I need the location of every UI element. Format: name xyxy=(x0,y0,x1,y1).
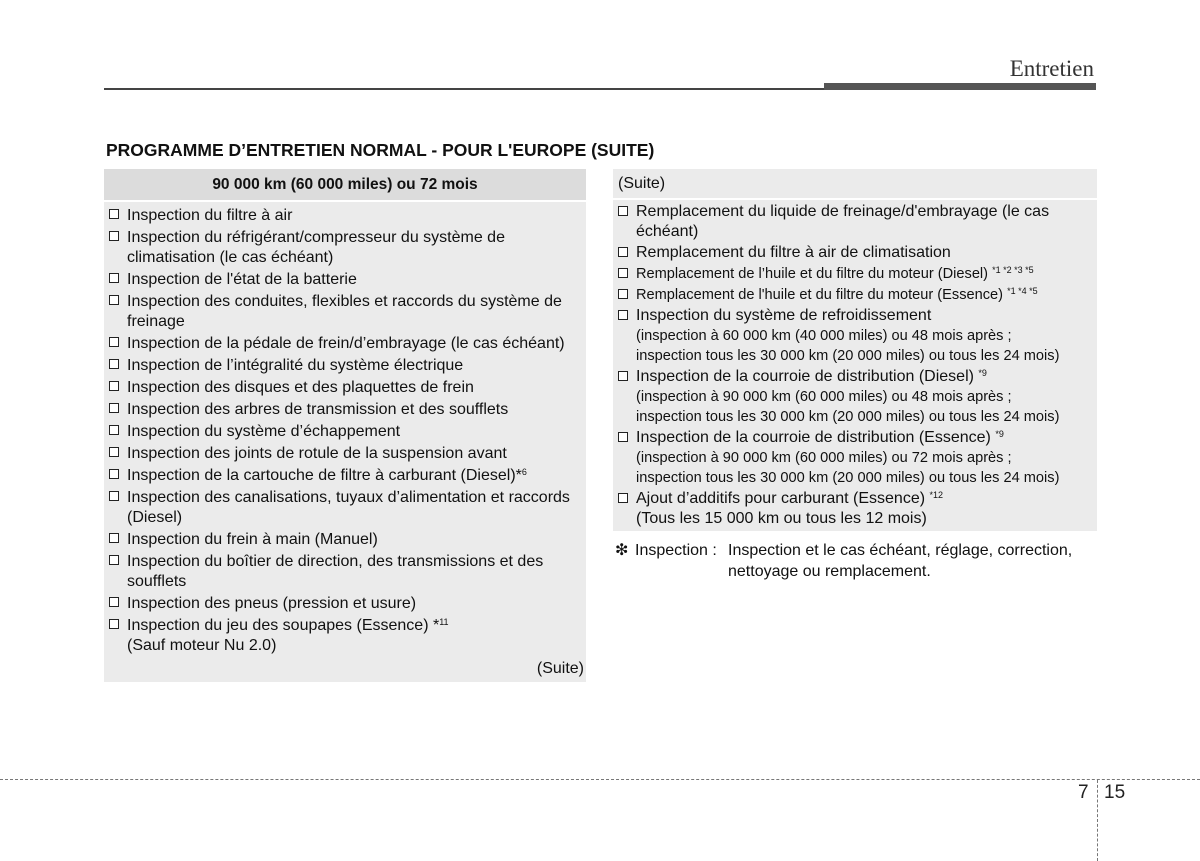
checkbox-icon xyxy=(109,403,119,413)
checkbox-icon xyxy=(109,231,119,241)
checkbox-icon xyxy=(109,273,119,283)
list-item: Inspection des canalisations, tuyaux d’alimentation et raccords (Diesel) xyxy=(109,487,580,529)
list-item: Inspection de la pédale de frein/d’embrayage (le cas échéant) xyxy=(109,333,580,355)
continued-label: (Suite) xyxy=(536,660,584,677)
checkbox-icon xyxy=(109,533,119,543)
item-note: (inspection à 90 000 km (60 000 miles) ou 72 mois après ; xyxy=(636,450,1012,466)
interval-heading: 90 000 km (60 000 miles) ou 72 mois xyxy=(104,169,586,202)
list-item: Inspection des arbres de transmission et des soufflets xyxy=(109,399,580,421)
right-checklist xyxy=(613,200,1097,530)
footnote-ref: *12 xyxy=(929,490,943,500)
checkbox-icon xyxy=(109,447,119,457)
list-item: Inspection de l'état de la batterie xyxy=(109,269,580,291)
section-title: PROGRAMME D’ENTRETIEN NORMAL - POUR L'EUROPE (SUITE) xyxy=(106,140,655,160)
list-item: Remplacement de l'huile et du filtre du moteur (Essence) $^{*1 *4 *5}$ xyxy=(618,285,1091,306)
list-item: Inspection de l’intégralité du système électrique xyxy=(109,355,580,377)
note-label: Inspection : xyxy=(635,542,717,559)
maintenance-right-panel xyxy=(613,169,1097,531)
list-item: Inspection du boîtier de direction, des transmissions et des soufflets xyxy=(109,551,580,593)
list-item: Inspection des pneus (pression et usure) xyxy=(109,593,580,615)
item-note: (Tous les 15 000 km ou tous les 12 mois) xyxy=(636,510,927,527)
checkbox-icon xyxy=(109,597,119,607)
checkbox-icon xyxy=(109,555,119,565)
list-item: Inspection des conduites, flexibles et raccords du système de freinage xyxy=(109,291,580,333)
checkbox-icon xyxy=(109,491,119,501)
header-rule-accent xyxy=(824,83,1096,90)
item-note: (inspection à 90 000 km (60 000 miles) ou 48 mois après ; xyxy=(636,389,1012,405)
checkbox-icon xyxy=(618,310,628,320)
list-item: Remplacement du liquide de freinage/d'embrayage (le cas échéant) xyxy=(618,202,1091,243)
checkbox-icon xyxy=(618,268,628,278)
footnote-ref: *1 *2 *3 *5 xyxy=(992,265,1034,275)
checkbox-icon xyxy=(109,209,119,219)
note-text-continued: nettoyage ou remplacement. xyxy=(728,563,931,580)
list-item: Inspection des disques et des plaquettes de frein xyxy=(109,377,580,399)
footnote-ref: 6 xyxy=(521,467,527,477)
footnote-ref: *1 *4 *5 xyxy=(1007,286,1038,296)
asterism-icon: ❇ xyxy=(615,542,629,559)
list-item: Remplacement de l’huile et du filtre du moteur (Diesel) $^{*1 *2 *3 *5}$ xyxy=(618,264,1091,285)
list-item: Inspection du filtre à air xyxy=(109,205,580,227)
inspection-note xyxy=(615,540,1098,582)
chapter-number: 7 xyxy=(1078,782,1089,803)
checkbox-icon xyxy=(618,371,628,381)
checkbox-icon xyxy=(109,425,119,435)
header-rule xyxy=(104,88,824,90)
item-note: (inspection à 60 000 km (40 000 miles) ou 48 mois après ; xyxy=(636,328,1012,344)
checkbox-icon xyxy=(618,493,628,503)
checkbox-icon xyxy=(618,289,628,299)
item-note: inspection tous les 30 000 km (20 000 miles) ou tous les 24 mois) xyxy=(636,348,1060,364)
list-item: Inspection de la cartouche de filtre à carburant (Diesel)*$^6$ xyxy=(109,465,580,487)
list-item: Inspection du réfrigérant/compresseur du système de climatisation (le cas échéant) xyxy=(109,227,580,269)
item-note: inspection tous les 30 000 km (20 000 miles) ou tous les 24 mois) xyxy=(636,470,1060,486)
checkbox-icon xyxy=(618,206,628,216)
list-item: Inspection du frein à main (Manuel) xyxy=(109,529,580,551)
item-note: (Sauf moteur Nu 2.0) xyxy=(127,637,277,654)
footer-vertical-divider xyxy=(1097,780,1098,861)
maintenance-left-panel xyxy=(104,169,586,682)
list-item: Inspection du système d’échappement xyxy=(109,421,580,443)
note-text: Inspection et le cas échéant, réglage, correction, xyxy=(728,542,1073,559)
page-number: 15 xyxy=(1104,782,1126,803)
footnote-ref: *9 xyxy=(995,429,1004,439)
list-item: Remplacement du filtre à air de climatisation xyxy=(618,243,1091,264)
footnote-ref: *9 xyxy=(978,368,987,378)
list-item: Ajout d’additifs pour carburant (Essence) $^{*12}$ (Tous les 15 000 km ou tous les 12 mois) xyxy=(618,489,1091,530)
checkbox-icon xyxy=(109,359,119,369)
chapter-title: Entretien xyxy=(1009,56,1094,81)
footnote-ref: 11 xyxy=(439,617,449,627)
checkbox-icon xyxy=(109,295,119,305)
checkbox-icon xyxy=(109,469,119,479)
left-checklist xyxy=(104,202,586,657)
footer-divider xyxy=(0,779,1200,780)
checkbox-icon xyxy=(618,247,628,257)
checkbox-icon xyxy=(109,337,119,347)
continued-label: (Suite) xyxy=(613,169,1097,200)
list-item: Inspection de la courroie de distribution (Diesel) $^{*9}$ (inspection à 90 000 km (60 000 miles) ou 48 mois après ; inspection tous les 30 000 km (20 000 miles) ou tous les 24 mois) xyxy=(618,367,1091,428)
checkbox-icon xyxy=(109,619,119,629)
list-item: Inspection du jeu des soupapes (Essence) *$^{11}$ (Sauf moteur Nu 2.0) xyxy=(109,615,580,657)
list-item: Inspection de la courroie de distribution (Essence) $^{*9}$ (inspection à 90 000 km (60 000 miles) ou 72 mois après ; inspection tous les 30 000 km (20 000 miles) ou tous les 24 mois) xyxy=(618,428,1091,489)
checkbox-icon xyxy=(618,432,628,442)
item-note: inspection tous les 30 000 km (20 000 miles) ou tous les 24 mois) xyxy=(636,409,1060,425)
list-item: Inspection du système de refroidissement (inspection à 60 000 km (40 000 miles) ou 48 mois après ; inspection tous les 30 000 km (20 000 miles) ou tous les 24 mois) xyxy=(618,306,1091,367)
list-item: Inspection des joints de rotule de la suspension avant xyxy=(109,443,580,465)
checkbox-icon xyxy=(109,381,119,391)
